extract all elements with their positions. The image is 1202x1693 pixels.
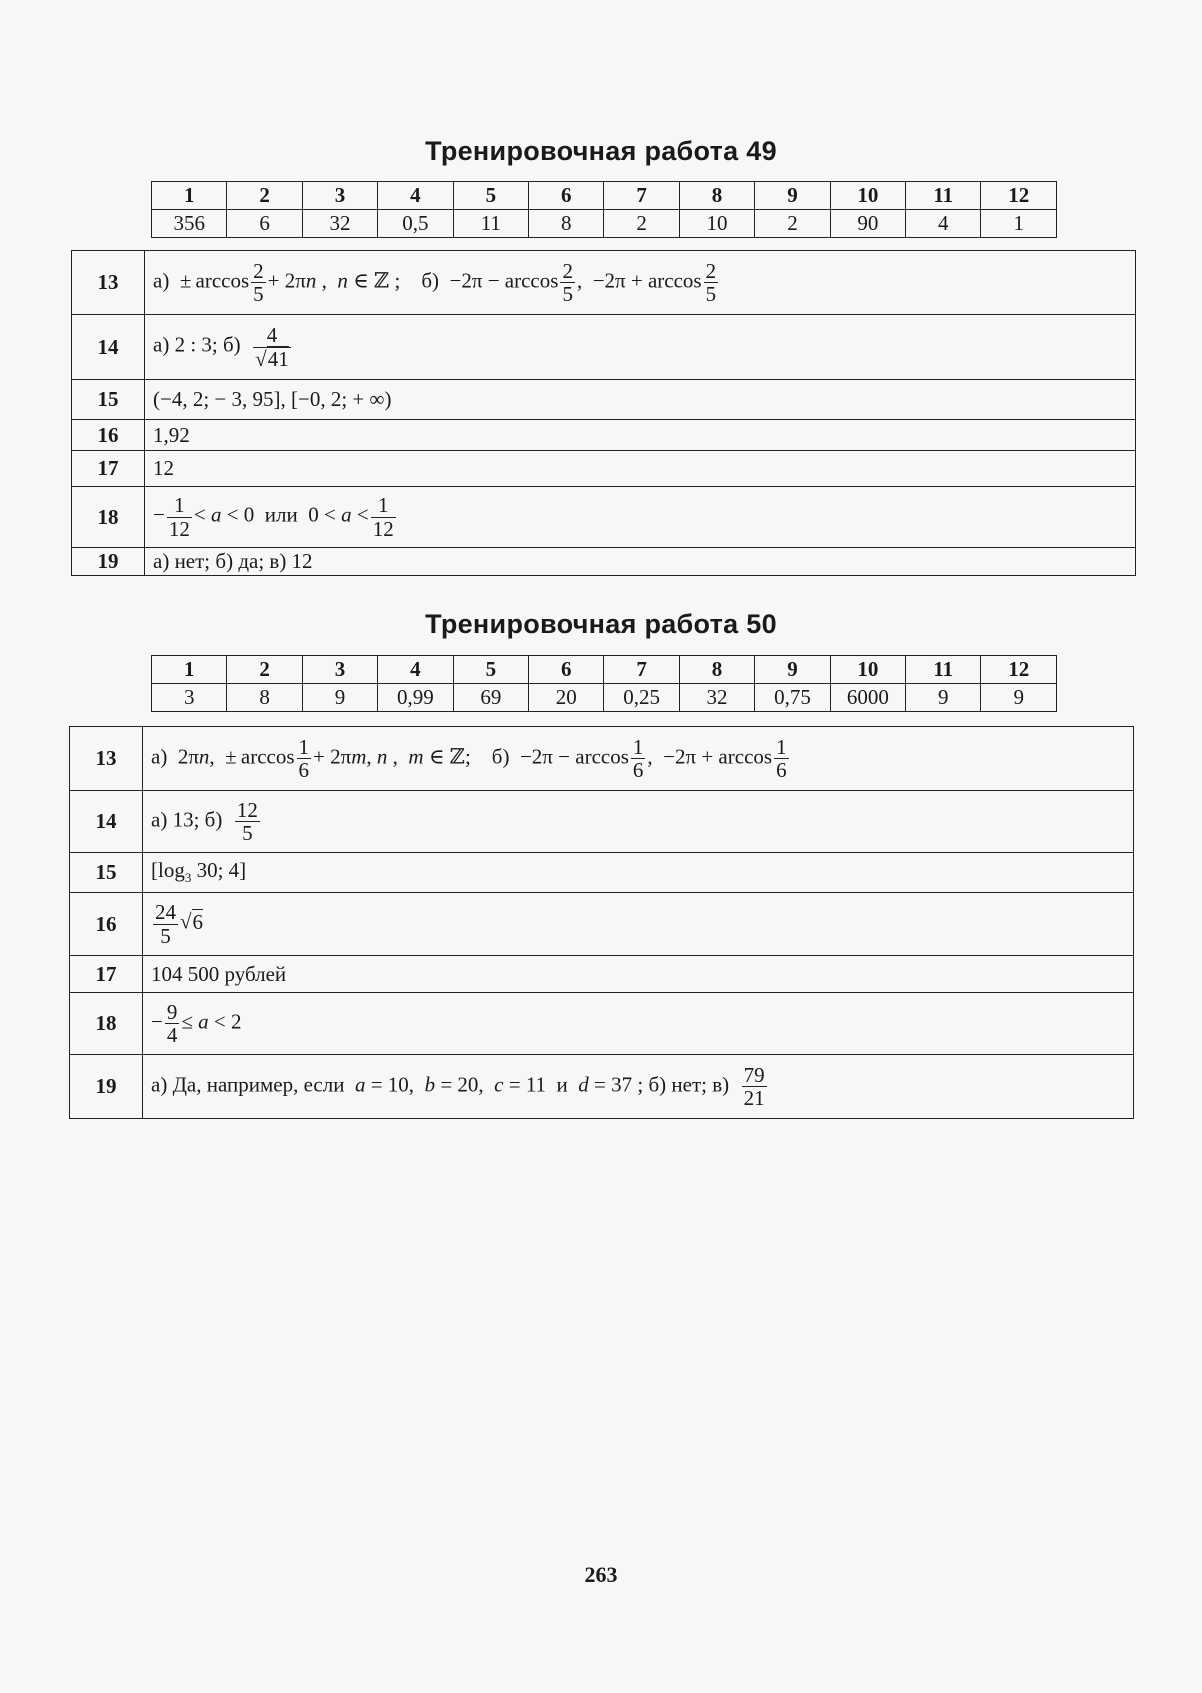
task-number: 15 xyxy=(70,853,143,893)
header-cell: 2 xyxy=(227,656,302,684)
answer-cell: 32 xyxy=(679,684,754,712)
answer-cell: 8 xyxy=(227,684,302,712)
header-cell: 1 xyxy=(152,656,227,684)
answer-cell: 0,99 xyxy=(378,684,453,712)
task-number: 17 xyxy=(72,451,145,487)
work49-long-table xyxy=(71,250,1136,576)
header-cell: 4 xyxy=(378,182,453,210)
answer-cell: 10 xyxy=(679,210,754,238)
header-cell: 4 xyxy=(378,656,453,684)
task-answer: а) 2πn, ± arccos $\frac{1}{6}$ + 2πm, n , m ∈ ℤ; б) −2π − arccos $\frac{1}{6}$ , −2π + arccos $\frac{1}{6}$ xyxy=(143,727,1134,791)
task-answer: а) нет; б) да; в) 12 xyxy=(145,548,1136,576)
header-cell: 7 xyxy=(604,182,679,210)
answer-cell: 32 xyxy=(302,210,377,238)
answer-cell: 0,75 xyxy=(755,684,830,712)
task-answer: − $\frac{1}{12}$ < a < 0 или 0 < a < $\frac{1}{12}$ xyxy=(145,487,1136,548)
answer-cell: 356 xyxy=(152,210,227,238)
task-answer: а) ± arccos $\frac{2}{5}$ + 2πn , n ∈ ℤ ; б) −2π − arccos $\frac{2}{5}$ , −2π + arccos $\frac{2}{5}$ xyxy=(145,251,1136,315)
answer-cell: 9 xyxy=(302,684,377,712)
task-number: 17 xyxy=(70,956,143,993)
task-answer: а) 13; б) $\frac{12}{5}$ xyxy=(143,791,1134,853)
header-cell: 7 xyxy=(604,656,679,684)
work50-short-headers xyxy=(152,656,1057,684)
task-answer: 12 xyxy=(145,451,1136,487)
work49-short-table xyxy=(151,181,1057,238)
answer-cell: 11 xyxy=(453,210,528,238)
task-number: 18 xyxy=(70,993,143,1055)
task-answer: (−4, 2; − 3, 95], [−0, 2; + ∞) xyxy=(145,380,1136,420)
header-cell: 5 xyxy=(453,656,528,684)
header-cell: 8 xyxy=(679,656,754,684)
table-row xyxy=(72,548,1136,576)
table-row xyxy=(70,727,1134,791)
header-cell: 10 xyxy=(830,656,905,684)
task-number: 16 xyxy=(70,893,143,956)
table-row xyxy=(70,893,1134,956)
answer-cell: 2 xyxy=(604,210,679,238)
answer-cell: 8 xyxy=(529,210,604,238)
work50-short-table xyxy=(151,655,1057,712)
header-cell: 3 xyxy=(302,656,377,684)
work49-title: Тренировочная работа 49 xyxy=(425,136,777,166)
table-row xyxy=(72,380,1136,420)
table-row xyxy=(72,487,1136,548)
task-answer: а) 2 : 3; б) $\frac{4}{√41}$ xyxy=(145,315,1136,380)
table-row xyxy=(70,956,1134,993)
table-row xyxy=(70,853,1134,893)
answer-cell: 20 xyxy=(529,684,604,712)
work50-title: Тренировочная работа 50 xyxy=(425,609,777,639)
header-cell: 11 xyxy=(906,182,981,210)
header-cell: 5 xyxy=(453,182,528,210)
work50-long-table xyxy=(69,726,1134,1119)
task-answer: 104 500 рублей xyxy=(143,956,1134,993)
header-cell: 8 xyxy=(679,182,754,210)
task-number: 19 xyxy=(72,548,145,576)
table-row xyxy=(72,315,1136,380)
table-row xyxy=(72,251,1136,315)
answer-cell: 6000 xyxy=(830,684,905,712)
header-cell: 6 xyxy=(529,656,604,684)
task-answer: 1,92 xyxy=(145,420,1136,451)
answer-cell: 4 xyxy=(906,210,981,238)
answer-cell: 9 xyxy=(981,684,1057,712)
task-answer: − $\frac{9}{4}$ ≤ a < 2 xyxy=(143,993,1134,1055)
task-number: 18 xyxy=(72,487,145,548)
header-cell: 1 xyxy=(152,182,227,210)
table-row xyxy=(70,993,1134,1055)
header-cell: 9 xyxy=(755,182,830,210)
task-number: 16 xyxy=(72,420,145,451)
header-cell: 12 xyxy=(981,182,1057,210)
task-number: 19 xyxy=(70,1055,143,1119)
answer-cell: 0,25 xyxy=(604,684,679,712)
header-cell: 6 xyxy=(529,182,604,210)
task-number: 13 xyxy=(70,727,143,791)
task-number: 15 xyxy=(72,380,145,420)
answer-cell: 9 xyxy=(906,684,981,712)
answer-cell: 1 xyxy=(981,210,1057,238)
work49-short-answers xyxy=(152,210,1057,238)
table-row xyxy=(72,451,1136,487)
task-number: 14 xyxy=(70,791,143,853)
answer-cell: 2 xyxy=(755,210,830,238)
table-row xyxy=(70,791,1134,853)
header-cell: 12 xyxy=(981,656,1057,684)
header-cell: 10 xyxy=(830,182,905,210)
task-answer: [$\log_3$ 30; 4] xyxy=(143,853,1134,893)
header-cell: 2 xyxy=(227,182,302,210)
task-number: 14 xyxy=(72,315,145,380)
header-cell: 9 xyxy=(755,656,830,684)
answer-cell: 69 xyxy=(453,684,528,712)
page-number: 263 xyxy=(584,1562,618,1587)
task-number: 13 xyxy=(72,251,145,315)
answer-cell: 3 xyxy=(152,684,227,712)
answer-cell: 6 xyxy=(227,210,302,238)
answer-cell: 0,5 xyxy=(378,210,453,238)
header-cell: 11 xyxy=(906,656,981,684)
answer-cell: 90 xyxy=(830,210,905,238)
task-answer: $\frac{24}{5}$ √6 xyxy=(143,893,1134,956)
task-answer: а) Да, например, если a = 10, b = 20, c = 11 и d = 37 ; б) нет; в) $\frac{79}{21}$ xyxy=(143,1055,1134,1119)
work50-short-answers xyxy=(152,684,1057,712)
table-row xyxy=(70,1055,1134,1119)
header-cell: 3 xyxy=(302,182,377,210)
table-row xyxy=(72,420,1136,451)
work49-short-headers xyxy=(152,182,1057,210)
